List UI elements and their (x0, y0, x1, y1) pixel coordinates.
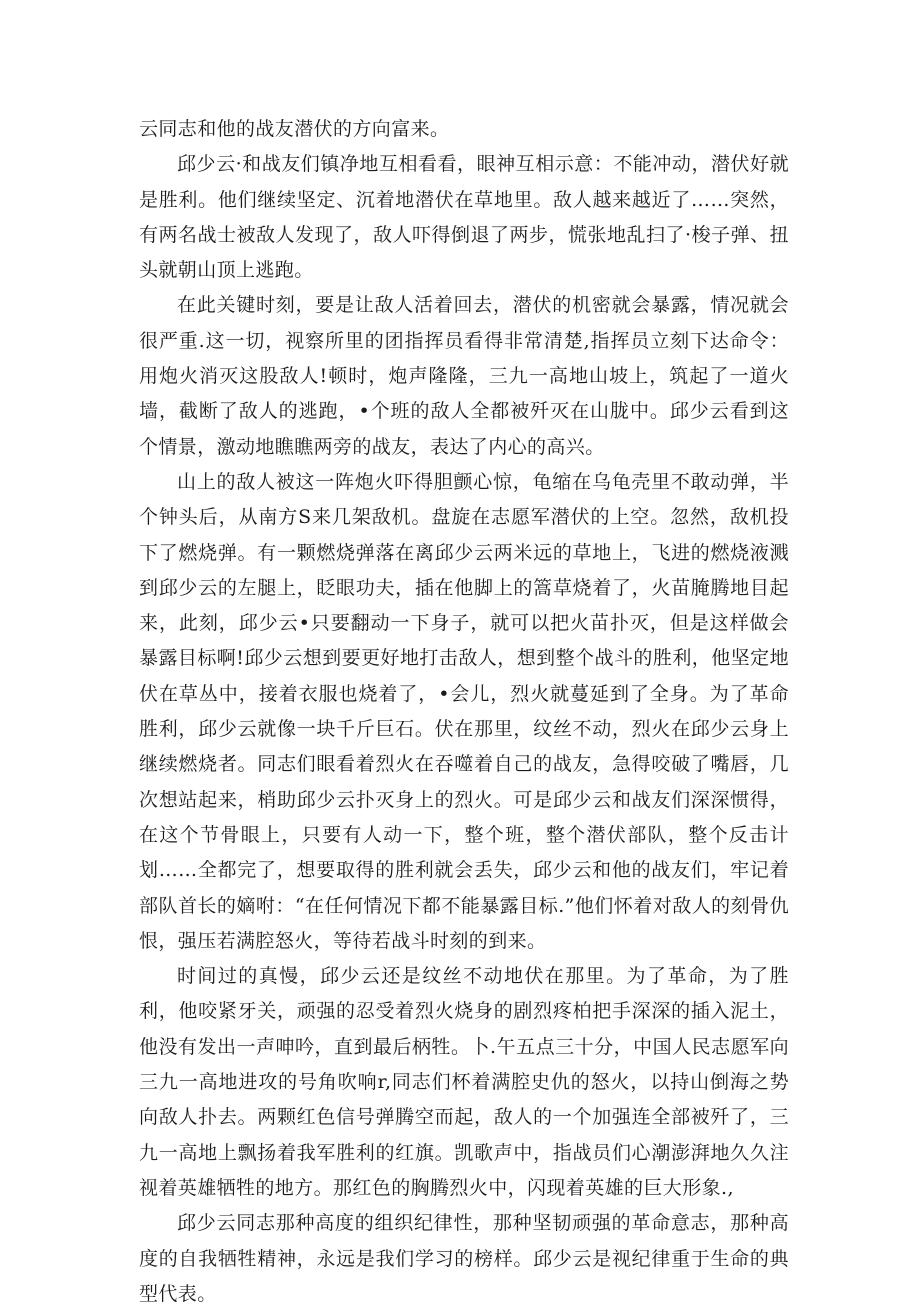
document-body (139, 112, 789, 1312)
paragraph: 在此关键时刻，要是让敌人活着回去，潜伏的机密就会暴露，情况就会很严重.这一切，视察所里的团指挥员看得非常清楚,指挥员立刻下达命令：用炮火消灭这股敌人!顿时，炮声隆隆，三九一高地山坡上，筑起了一道火墙，截断了敌人的逃跑，•个班的敌人全都被歼灭在山胧中。邱少云看到这个情景，激动地瞧瞧两旁的战友，表达了内心的高兴。 (139, 294, 789, 458)
paragraph: 时间过的真慢，邱少云还是纹丝不动地伏在那里。为了革命，为了胜利，他咬紧牙关，顽强的忍受着烈火烧身的剧烈疼柏把手深深的插入泥土，他没有发出一声呻吟，直到最后柄牲。卜.午五点三十分，中国人民志愿军向三九一高地进攻的号角吹响r,同志们杯着满腔史仇的怒火，以持山倒海之势向敌人扑去。两颗红色信号弹腾空而起，敌人的一个加强连全部被歼了，三九一高地上飘扬着我军胜利的红旗。凯歌声中，指战员们心潮澎湃地久久注视着英雄牺牲的地方。那红色的胸腾烈火中，闪现着英雄的巨大形象., (139, 965, 789, 1199)
paragraph: 山上的敌人被这一阵炮火吓得胆颤心惊，龟缩在乌龟壳里不敢动弹，半个钟头后，从南方S来几架敌机。盘旋在志愿军潜伏的上空。忽然，敌机投下了燃烧弹。有一颗燃烧弹落在离邱少云两米远的草地上，飞进的燃烧液溅到邱少云的左腿上，眨眼功夫，插在他脚上的篙草烧着了，火苗腌腾地目起来，此刻，邱少云•只要翻动一下身子，就可以把火苗扑灭，但是这样做会暴露目标啊!邱少云想到要更好地打击敌人，想到整个战斗的胜利，他坚定地伏在草丛中，接着衣服也烧着了，•会儿，烈火就蔓延到了全身。为了革命胜利，邱少云就像一块千斤巨石。伏在那里，纹丝不动，烈火在邱少云身上继续燃烧者。同志们眼看着烈火在吞噬着自己的战友，急得咬破了嘴唇，几次想站起来，梢助邱少云扑灭身上的烈火。可是邱少云和战友们深深惯得，在这个节骨眼上，只要有人动一下，整个班，整个潜伏部队，整个反击计划……全都完了，想要取得的胜利就会丢失，邱少云和他的战友们，牢记着部队首长的嫡咐：“在任何情况下都不能暴露目标.”他们怀着对敌人的刻骨仇恨，强压若满腔怒火，等待若战斗时刻的到来。 (139, 470, 789, 952)
paragraph: 邱少云同志那种高度的组织纪律性，那种坚韧顽强的革命意志，那种高度的自我牺牲精神，永远是我们学习的榜样。邱少云是视纪律重于生命的典型代表。 (139, 1212, 789, 1305)
paragraph: 邱少云·和战友们镇净地互相看看，眼神互相示意：不能冲动，潜伏好就是胜利。他们继续坚定、沉着地潜伏在草地里。敌人越来越近了……突然，有两名战士被敌人发现了，敌人吓得倒退了两步，慌张地乱扫了·梭子弹、扭头就朝山顶上逃跑。 (139, 153, 789, 282)
paragraph-continuation: 云同志和他的战友潜伏的方向富来。 (139, 118, 450, 140)
